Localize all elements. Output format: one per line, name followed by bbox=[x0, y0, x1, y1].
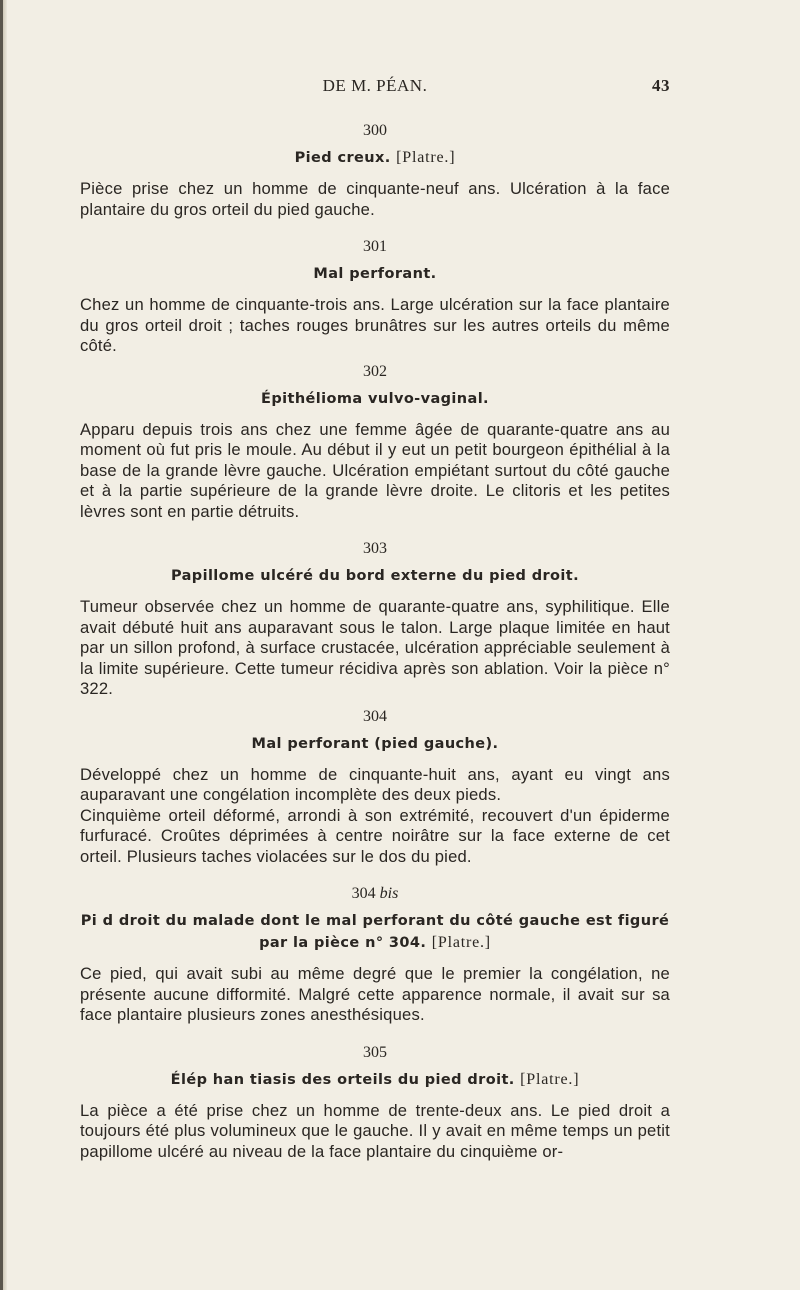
entry-number: 301 bbox=[363, 238, 387, 255]
entry-301 bbox=[80, 238, 670, 357]
entry-number: 302 bbox=[363, 362, 387, 380]
running-title: DE M. PÉAN. bbox=[322, 76, 428, 95]
entry-heading bbox=[80, 1069, 670, 1091]
page-number: 43 bbox=[652, 76, 670, 95]
entry-heading: Mal perforant. bbox=[313, 266, 437, 282]
plate-label: [Platre.] bbox=[431, 934, 491, 951]
entry-heading-text: Élép han tiasis des orteils du pied droit. bbox=[170, 1071, 515, 1088]
entry-heading bbox=[80, 910, 670, 954]
entry-number-value: 304 bbox=[351, 885, 376, 902]
entry-number: 303 bbox=[363, 540, 387, 557]
entry-body: Cinquième orteil déformé, arrondi à son extrémité, recouvert d'un épiderme furfuracé. Croûtes déprimées à centre noirâtre sur la face externe de cet orteil. Plusieurs taches violacées sur le dos du pied. bbox=[80, 805, 670, 866]
entry-heading: Mal perforant (pied gauche). bbox=[251, 735, 499, 752]
entry-body: Chez un homme de cinquante-trois ans. Large ulcération sur la face plantaire du gros orteil droit ; taches rouges brunâtres sur les autres orteils du même côté. bbox=[80, 295, 670, 355]
entry-body: La pièce a été prise chez un homme de trente-deux ans. Le pied droit a toujours été plus volumineux que le gauche. Il y avait en même temps un petit papillome ulcéré au niveau de la face plantaire du cinquième or- bbox=[80, 1100, 670, 1161]
entry-heading: Épithélioma vulvo-vaginal. bbox=[261, 390, 489, 407]
entry-body: Ce pied, qui avait subi au même degré que le premier la congélation, ne présente aucune difformité. Malgré cette apparence normale, il avait sur sa face plantaire plusieurs zones anesthésiques. bbox=[80, 964, 670, 1024]
entry-heading bbox=[80, 147, 670, 169]
entry-heading: Papillome ulcéré du bord externe du pied droit. bbox=[170, 568, 580, 584]
plate-label: [Platre.] bbox=[520, 1070, 580, 1088]
entry-304 bbox=[80, 708, 670, 868]
plate-label: [Platre.] bbox=[396, 149, 456, 166]
entry-305 bbox=[80, 1044, 670, 1163]
entry-body: Apparu depuis trois ans chez une femme âgée de quarante-quatre ans au moment où fut pris le moule. Au début il y eut un petit bourgeon épithélial à la base de la grande lèvre gauche. Ulcération empiétant surtout du côté gauche et à la partie supérieure de la grande lèvre droite. Le clitoris et les petites lèvres sont en partie détruits. bbox=[80, 419, 670, 521]
entry-body: Pièce prise chez un homme de cinquante-neuf ans. Ulcération à la face plantaire du gros orteil du pied gauche. bbox=[80, 179, 670, 219]
entry-number-suffix: bis bbox=[379, 885, 399, 902]
entry-heading-text: Pi d droit du malade dont le mal perforant du côté gauche est figuré par la pièce n° 304. bbox=[80, 913, 670, 951]
entry-300 bbox=[80, 122, 670, 220]
entry-302 bbox=[80, 363, 670, 523]
entry-304-bis bbox=[80, 885, 670, 1026]
entry-number: 304 bbox=[363, 707, 387, 725]
entry-heading-text: Pied creux. bbox=[294, 150, 391, 166]
entry-body: Développé chez un homme de cinquante-huit ans, ayant eu vingt ans auparavant une congélation incomplète des deux pieds. bbox=[80, 764, 670, 804]
entry-body: Tumeur observée chez un homme de quarante-quatre ans, syphilitique. Elle avait débuté huit ans auparavant sous le talon. Large plaque limitée en haut par un sillon profond, à surface crustacée, ulcération appréciable seulement à la limite supérieure. Cette tumeur récidiva après son ablation. Voir la pièce n° 322. bbox=[80, 597, 670, 698]
entry-number: 305 bbox=[363, 1043, 387, 1061]
running-header bbox=[80, 72, 670, 102]
page bbox=[80, 72, 670, 1162]
entry-303 bbox=[80, 540, 670, 700]
page-binding-edge bbox=[0, 0, 7, 1290]
entry-number: 300 bbox=[363, 122, 387, 139]
entry-number bbox=[80, 885, 670, 903]
